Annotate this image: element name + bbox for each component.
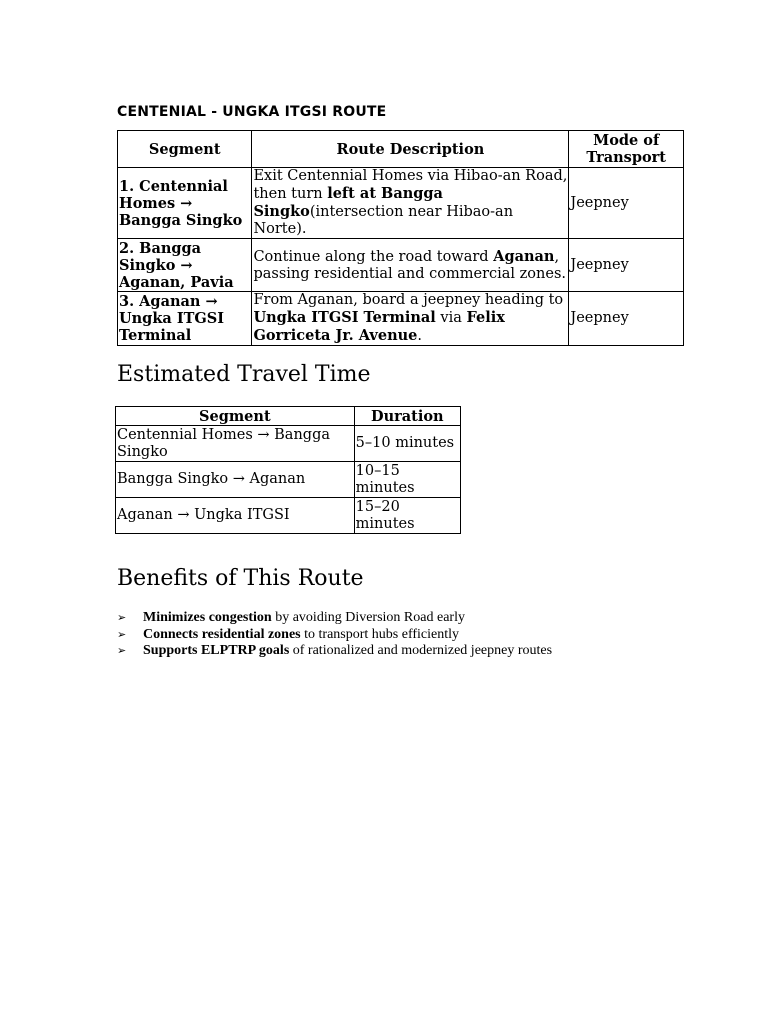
benefit-text: by avoiding Diversion Road early [271,610,465,625]
table-row [116,498,461,534]
desc-text: Continue along the road toward [253,248,494,265]
table-header-row [116,407,461,426]
segment-cell: Bangga Singko → Aganan [116,462,355,498]
desc-bold: Ungka ITGSI Terminal [253,309,436,326]
segment-cell: Centennial Homes → Bangga Singko [116,426,355,462]
table-row [118,239,684,292]
column-header: Segment [118,131,252,168]
description-cell [252,239,569,292]
column-header: Duration [354,407,460,426]
mode-cell: Jeepney [569,168,684,239]
desc-text: , passing residential and commercial zones. [253,248,567,282]
desc-text: . [417,328,422,344]
segment-cell: Aganan → Ungka ITGSI [116,498,355,534]
arrowhead-bullet-icon: ➢ [117,611,127,624]
column-header: Mode of Transport [569,131,684,168]
benefit-bold: Connects residential zones [143,626,301,642]
column-header: Segment [116,407,355,426]
segment-cell: 3. Aganan → Ungka ITGSI Terminal [118,292,252,346]
column-header: Route Description [252,131,569,168]
list-item [117,643,552,660]
duration-cell: 15–20 minutes [354,498,460,534]
benefits-list [117,610,552,660]
duration-cell: 10–15 minutes [354,462,460,498]
page-title: CENTENIAL - UNGKA ITGSI ROUTE [117,104,387,120]
benefit-bold: Minimizes congestion [143,610,272,625]
mode-cell: Jeepney [569,239,684,292]
desc-bold: Aganan [493,247,555,265]
table-row [118,168,684,239]
mode-cell: Jeepney [569,292,684,346]
desc-bold: Felix Gorriceta Jr. Avenue [253,309,505,344]
desc-bold: left at Bangga Singko [253,185,443,220]
desc-text: (intersection near Hibao-an Norte). [253,204,514,237]
desc-text: From Aganan, board a jeepney heading to [253,292,564,308]
list-item [117,610,552,627]
desc-text: Exit Centennial Homes via Hibao-an Road, then turn [253,168,568,202]
travel-time-table [115,406,461,534]
segment-cell: 2. Bangga Singko → Aganan, Pavia [118,239,252,292]
desc-text: via [435,310,467,326]
route-table [117,130,684,346]
table-row [116,462,461,498]
benefit-text: to transport hubs efficiently [300,626,459,642]
table-header-row [118,131,684,168]
list-item [117,627,552,644]
benefits-heading: Benefits of This Route [117,566,364,591]
description-cell [252,168,569,239]
arrowhead-bullet-icon: ➢ [117,644,127,657]
table-row [118,292,684,346]
arrowhead-bullet-icon: ➢ [117,627,127,641]
travel-time-heading: Estimated Travel Time [117,362,371,387]
benefit-text: of rationalized and modernized jeepney routes [289,643,553,658]
table-row [116,426,461,462]
duration-cell: 5–10 minutes [354,426,460,462]
benefit-bold: Supports ELPTRP goals [143,643,290,658]
segment-cell: 1. Centennial Homes → Bangga Singko [118,168,252,239]
description-cell [252,292,569,346]
